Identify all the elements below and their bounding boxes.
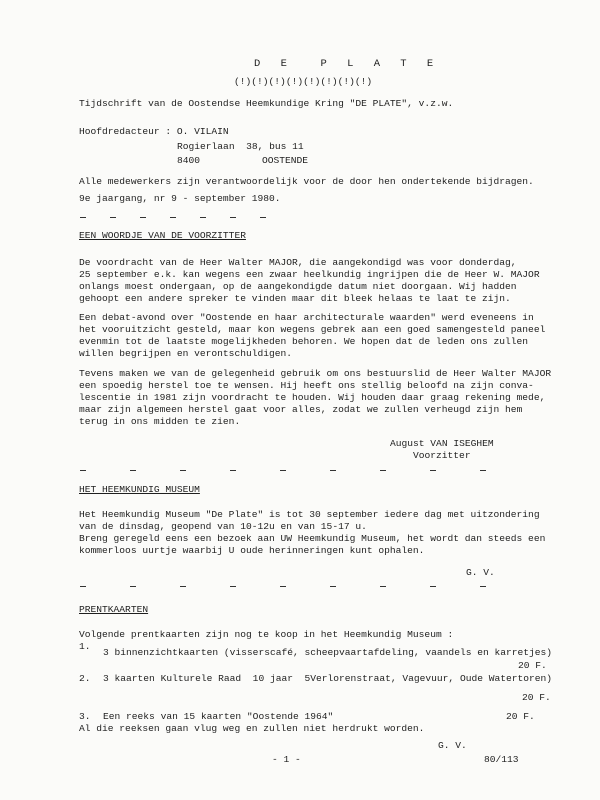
issue-line: 9e jaargang, nr 9 - september 1980.: [79, 193, 281, 204]
editor-street: Rogierlaan 38, bus 11: [177, 141, 304, 152]
disclaimer: Alle medewerkers zijn verantwoordelijk voor de door hen ondertekende bijdragen.: [79, 176, 534, 187]
body-line: lescentie in 1981 zijn voordracht te houden. Wij houden daar graag rekening mede,: [79, 392, 546, 403]
body-line: terug in ons midden te zien.: [79, 416, 241, 427]
body-line: onlangs moest ondergaan, op de aangekondigde datum niet doorgaan. Wij hadden: [79, 281, 517, 292]
body-line: 25 september e.k. kan wegens een zwaar heelkundig ingrijpen die de Heer W. MAJOR: [79, 269, 540, 280]
list-item-text: 3 binnenzichtkaarten (visserscafé, scheepvaartafdeling, vaandels en karretjes): [103, 647, 553, 658]
editor-city: OOSTENDE: [262, 155, 309, 166]
body-line: Breng geregeld eens een bezoek aan UW Heemkundig Museum, het wordt dan steeds een: [79, 533, 546, 544]
body-line: kommerloos uurtje waarbij U oude herinneringen kunt ophalen.: [79, 545, 425, 556]
list-item-number: 2.: [79, 673, 91, 684]
section-heading-museum: HET HEEMKUNDIG MUSEUM: [79, 484, 200, 495]
body-line: De voordracht van de Heer Walter MAJOR, die aangekondigd was voor donderdag,: [79, 257, 517, 268]
body-line: van de dinsdag, geopend van 10-12u en van 15-17 u.: [79, 521, 367, 532]
body-line: Het Heemkundig Museum "De Plate" is tot 30 september iedere dag met uitzondering: [79, 509, 540, 520]
title-ornament: (!)(!)(!)(!)(!)(!)(!)(!): [234, 76, 373, 87]
prentkaarten-intro: Volgende prentkaarten zijn nog te koop in het Heemkundig Museum :: [79, 629, 454, 640]
body-line: Tevens maken we van de gelegenheid gebruik om ons bestuurslid de Heer Walter MAJOR: [79, 368, 552, 379]
list-item-price: 20 F.: [522, 692, 551, 703]
document-reference: 80/113: [484, 754, 519, 765]
body-line: gehoopt een andere spreker te vinden maar dit bleek helaas te laat te zijn.: [79, 293, 511, 304]
signature-role: Voorzitter: [413, 450, 471, 461]
body-line: het vooruitzicht gesteld, maar kon wegens gebrek aan een goed samengesteld paneel: [79, 324, 546, 335]
list-item-number: 3.: [79, 711, 91, 722]
signature-name: August VAN ISEGHEM: [390, 438, 494, 449]
section-heading-voorzitter: EEN WOORDJE VAN DE VOORZITTER: [79, 230, 246, 241]
list-item-price: 20 F.: [506, 711, 535, 722]
body-line: maar zijn algemeen herstel gaat voor alles, zodat we zullen verheugd zijn hem: [79, 404, 523, 415]
prentkaarten-closing: Al die reeksen gaan vlug weg en zullen niet herdrukt worden.: [79, 723, 425, 734]
subtitle: Tijdschrift van de Oostendse Heemkundige Kring "DE PLATE", v.z.w.: [79, 98, 454, 109]
initials: G. V.: [466, 567, 495, 578]
section-heading-prentkaarten: PRENTKAARTEN: [79, 604, 149, 615]
initials: G. V.: [438, 740, 467, 751]
list-item-number: 1.: [79, 641, 91, 652]
body-line: willen begrijpen en verontschuldigen.: [79, 348, 293, 359]
editor-label: Hoofdredacteur : O. VILAIN: [79, 126, 229, 137]
list-item-text: Een reeks van 15 kaarten "Oostende 1964": [103, 711, 334, 722]
body-line: Een debat-avond over "Oostende en haar architecturale waarden" werd eveneens in: [79, 312, 534, 323]
page-title: D E P L A T E: [254, 58, 441, 70]
list-item-price: 20 F.: [518, 660, 547, 671]
body-line: een spoedig herstel toe te wensen. Hij heeft ons stellig beloofd na zijn conva-: [79, 380, 534, 391]
page-number: - 1 -: [272, 754, 301, 765]
list-item-text: 3 kaarten Kulturele Raad 10 jaar 5Verlorenstraat, Vagevuur, Oude Watertoren): [103, 673, 553, 684]
body-line: evenmin tot de laatste mogelijkheden behoren. We hopen dat de leden ons zullen: [79, 336, 529, 347]
editor-postal: 8400: [177, 155, 201, 166]
